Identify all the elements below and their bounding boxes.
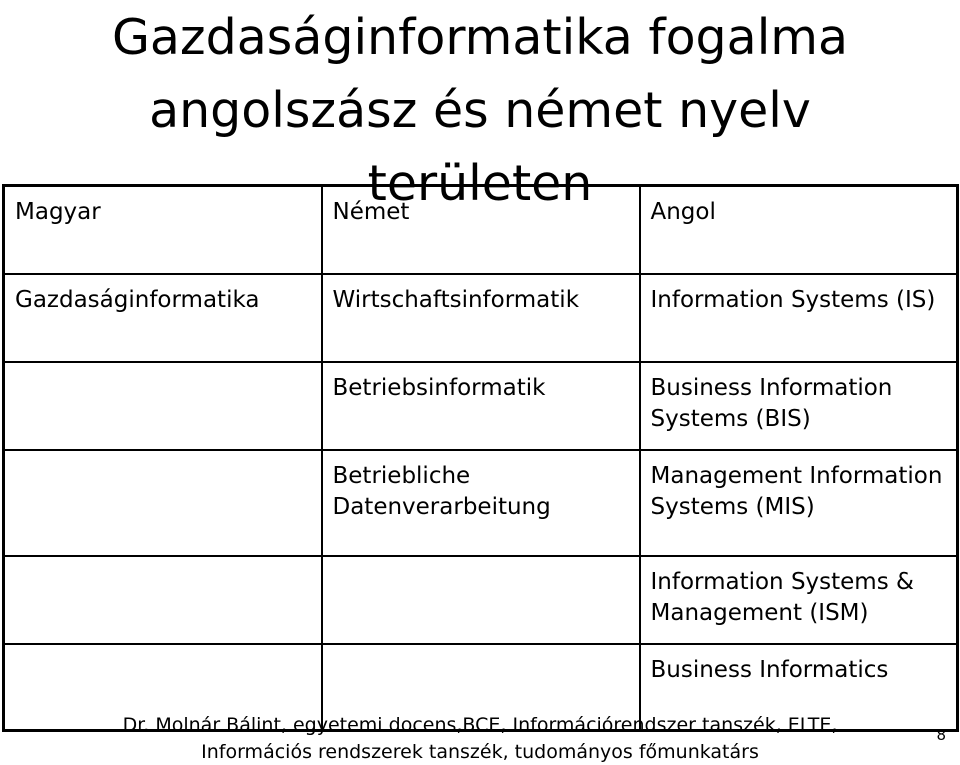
table-cell: Gazdaságinformatika [4, 274, 322, 362]
footer-line-1: Dr. Molnár Bálint, egyetemi docens,BCE, Információrendszer tanszék, ELTE, [122, 714, 838, 736]
table-cell: Betriebliche Datenverarbeitung [322, 450, 640, 556]
title-line-1: Gazdaságinformatika fogalma [111, 9, 849, 66]
table-cell: Business Information Systems (BIS) [640, 362, 958, 450]
terminology-table [2, 184, 959, 732]
table-cell [4, 556, 322, 644]
table-cell: Information Systems (IS) [640, 274, 958, 362]
footer-line-2: Információs rendszerek tanszék, tudományos főmunkatárs [201, 741, 759, 763]
table-cell [322, 556, 640, 644]
header-cell-english: Angol [640, 186, 958, 275]
table-row [4, 556, 958, 644]
table-row [4, 274, 958, 362]
table-cell: Business Informatics [640, 644, 958, 731]
table-cell [4, 362, 322, 450]
header-cell-hungarian: Magyar [4, 186, 322, 275]
table-cell: Wirtschaftsinformatik [322, 274, 640, 362]
title-line-2: angolszász és német nyelv [149, 82, 811, 139]
table-cell: Information Systems & Management (ISM) [640, 556, 958, 644]
table-cell: Management Information Systems (MIS) [640, 450, 958, 556]
slide-footer [0, 712, 960, 765]
table-row [4, 450, 958, 556]
title-line-3: területen [367, 155, 593, 212]
table-row [4, 362, 958, 450]
table-cell [4, 450, 322, 556]
table-cell: Betriebsinformatik [322, 362, 640, 450]
page-number: 8 [936, 726, 946, 744]
header-cell-german: Német [322, 186, 640, 275]
table-header-row [4, 186, 958, 275]
